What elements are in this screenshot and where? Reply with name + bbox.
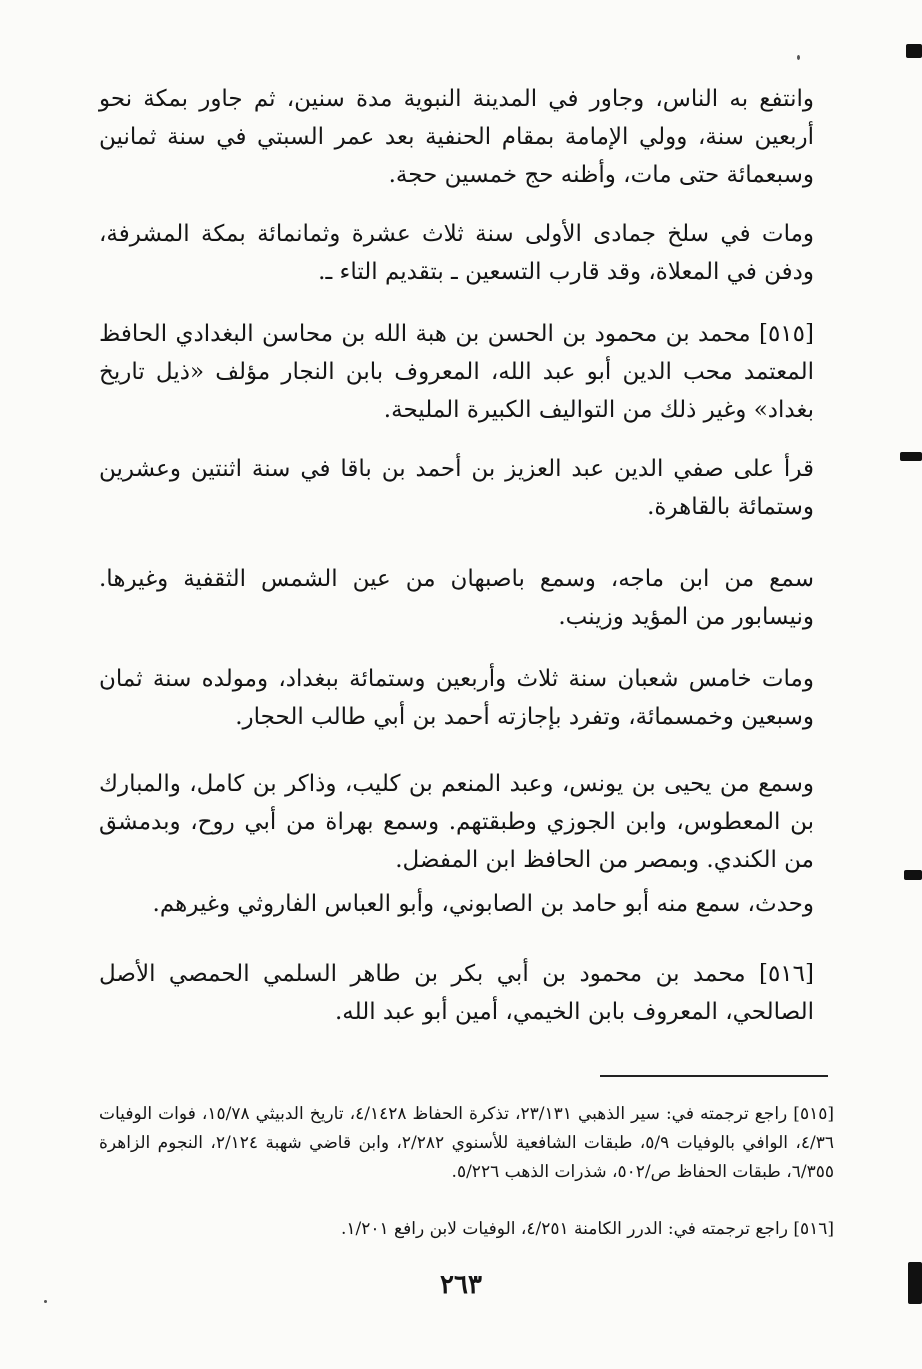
footnote-separator xyxy=(600,1075,828,1077)
paragraph-515-students: وحدث، سمع منه أبو حامد بن الصابوني، وأبو العباس الفاروثي وغيرهم. xyxy=(152,891,814,917)
page-number: ٢٦٣ xyxy=(440,1270,482,1300)
paragraph-515-study: قرأ على صفي الدين عبد العزيز بن أحمد بن باقا في سنة اثنتين وعشرين وستمائة بالقاهرة. xyxy=(99,456,814,520)
paragraph-515-hearing: سمع من ابن ماجه، وسمع باصبهان من عين الشمس الثقفية وغيرها. ونيسابور من المؤيد وزينب. xyxy=(99,566,814,630)
scan-speck xyxy=(44,1300,47,1303)
footnote-515: [٥١٥] راجع ترجمته في: سير الذهبي ٢٣/١٣١، تذكرة الحفاظ ٤/١٤٢٨، تاريخ الدبيثي ١٥/٧٨، فوات الوفيات ٤/٣٦، الوافي بالوفيات ٥/٩، طبقات الشافعية للأسنوي ٢/٢٨٢، وابن قاضي شهبة ٢/١٢٤، النجوم الزاهرة ٦/٣٥٥، طبقات الحفاظ ص/٥٠٢، شذرات الذهب ٥/٢٢٦. xyxy=(99,1104,834,1182)
margin-mark xyxy=(906,44,922,58)
margin-mark xyxy=(904,870,922,880)
paragraph-continuation: وانتفع به الناس، وجاور في المدينة النبوية مدة سنين، ثم جاور بمكة نحو أربعين سنة، وولي الإمامة بمقام الحنفية بعد عمر السبتي في سنة ثمانين وسبعمائة حتى مات، وأظنه حج خمسين حجة. xyxy=(99,86,814,188)
paragraph-515-teachers: وسمع من يحيى بن يونس، وعبد المنعم بن كليب، وذاكر بن كامل، والمبارك بن المعطوس، وابن الجوزي وطبقتهم. وسمع بهراة من أبي روح، وبدمشق من الكندي. وبمصر من الحافظ ابن المفضل. xyxy=(99,771,814,873)
entry-515-heading: [٥١٥] محمد بن محمود بن الحسن بن هبة الله بن محاسن البغدادي الحافظ المعتمد محب الدين أبو عبد الله، المعروف بابن النجار مؤلف «ذيل تاريخ بغداد» وغير ذلك من التواليف الكبيرة المليحة. xyxy=(99,321,814,423)
margin-mark xyxy=(908,1262,922,1304)
scan-speck xyxy=(797,55,800,60)
entry-516-heading: [٥١٦] محمد بن محمود بن أبي بكر بن طاهر السلمي الحمصي الأصل الصالحي، المعروف بابن الخيمي، أمين أبو عبد الله. xyxy=(99,961,814,1025)
footnote-516: [٥١٦] راجع ترجمته في: الدرر الكامنة ٤/٢٥١، الوفيات لابن رافع ١/٢٠١. xyxy=(340,1219,834,1239)
margin-mark xyxy=(900,452,922,461)
paragraph-515-death: ومات خامس شعبان سنة ثلاث وأربعين وستمائة ببغداد، ومولده سنة ثمان وسبعين وخمسمائة، وتفرد بإجازته أحمد بن أبي طالب الحجار. xyxy=(99,666,814,730)
paragraph-death: ومات في سلخ جمادى الأولى سنة ثلاث عشرة وثمانمائة بمكة المشرفة، ودفن في المعلاة، وقد قارب التسعين ـ بتقديم التاء ـ. xyxy=(99,221,814,285)
